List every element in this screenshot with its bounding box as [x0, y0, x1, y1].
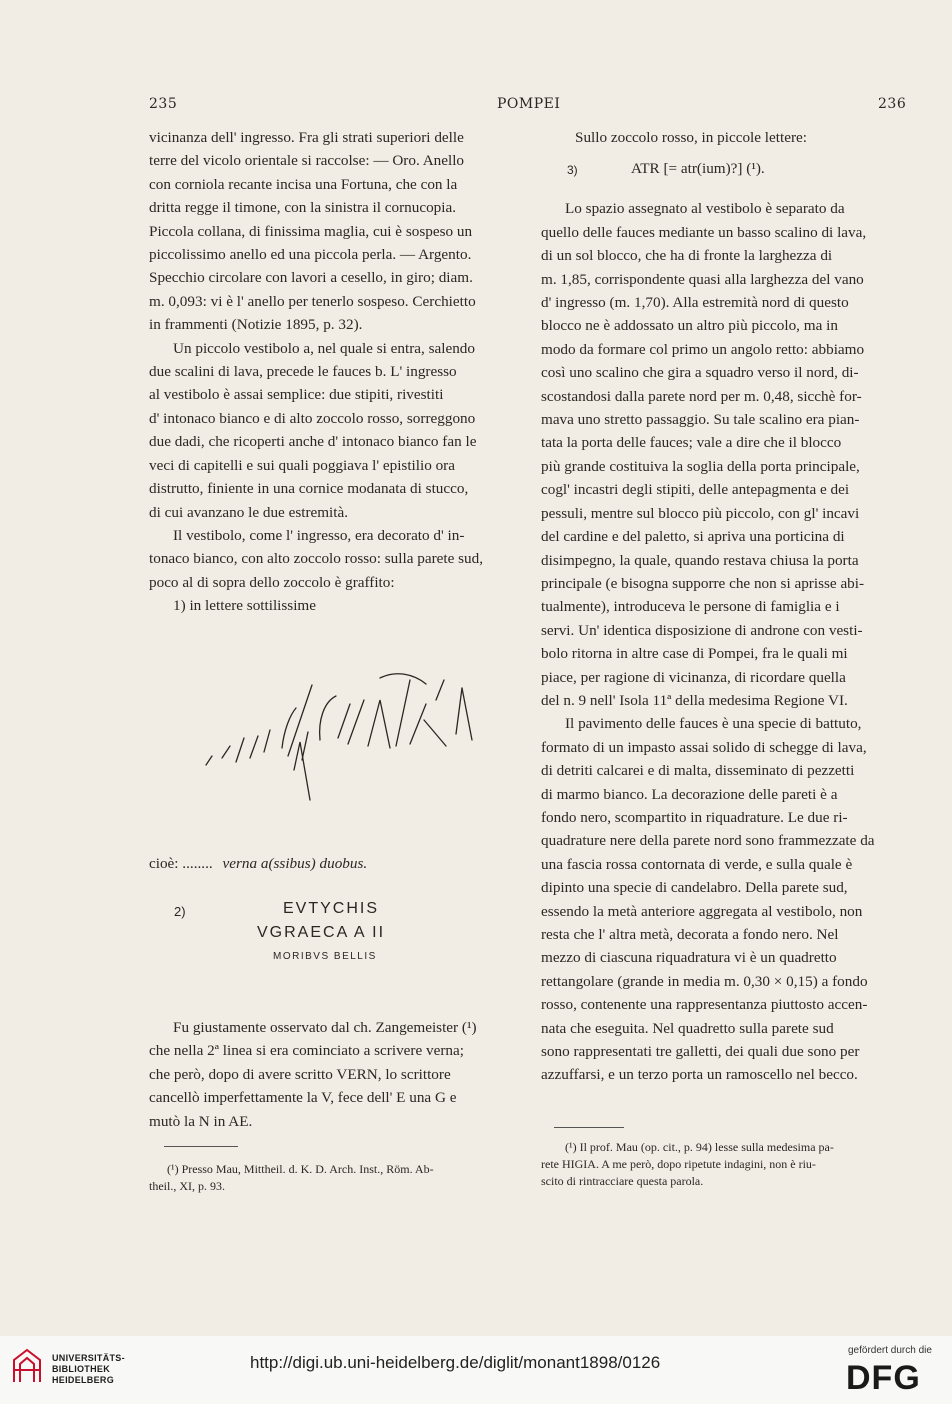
inscription-3-number: 3)	[567, 163, 578, 178]
text-line: theil., XI, p. 93.	[149, 1179, 225, 1193]
text-line: due dadi, che ricoperti anche d' intonaco bianco fan le	[149, 433, 477, 451]
graffito-drawing	[200, 660, 500, 830]
text-line: tualmente), introduceva le persone di famiglia e i	[541, 598, 840, 616]
left-paragraph-4-wrap	[149, 1016, 509, 1133]
text-line: piccolissimo anello ed una piccola perla. — Argento.	[149, 246, 472, 264]
text-line: sono rappresentati tre galletti, dei quali due sono per	[541, 1043, 860, 1061]
text-line: Specchio circolare con lavori a cesello, in giro; diam.	[149, 269, 473, 287]
text-line: nata che eseguita. Nel quadretto sulla parete sud	[541, 1019, 834, 1037]
cioe-reading: verna a(ssibus) duobus.	[222, 855, 368, 872]
text-line: d' intonaco bianco e di alto zoccolo rosso, sorreggono	[149, 409, 476, 427]
text-line: del cardine e del paletto, si apriva una porticina di	[541, 528, 845, 546]
text-line: Lo spazio assegnato al vestibolo è separato da	[565, 200, 845, 218]
text-line: formato di un impasto assai solido di schegge di lava,	[541, 738, 867, 756]
text-line: vicinanza dell' ingresso. Fra gli strati superiori delle	[149, 129, 464, 146]
right-footnote	[541, 1139, 905, 1190]
text-line: rete HIGIA. A me però, dopo ripetute indagini, non è riu-	[541, 1157, 816, 1171]
text-line: modo da formare col primo un angolo retto: abbiamo	[541, 340, 865, 358]
text-line: al vestibolo è assai semplice: due stipiti, rivestiti	[149, 386, 444, 404]
text-line: (¹) Presso Mau, Mittheil. d. K. D. Arch. Inst., Röm. Ab-	[167, 1162, 434, 1176]
text-line: scito di rintracciare questa parola.	[541, 1174, 704, 1188]
left-paragraph-2	[149, 337, 509, 524]
right-intro: Sullo zoccolo rosso, in piccole lettere:	[575, 129, 807, 146]
inscription-2-line-2: VGRAECA A II	[257, 924, 386, 941]
text-line: più grande costituiva la soglia della porta principale,	[541, 457, 860, 475]
right-paragraph-2	[541, 712, 905, 1087]
text-line: che nella 2ª linea si era cominciato a scrivere verna;	[149, 1042, 464, 1060]
text-line: pessuli, mentre sul blocco più piccolo, con gl' incavi	[541, 504, 860, 522]
text-line: terre del vicolo orientale si raccolse: — Oro. Anello	[149, 152, 465, 170]
right-footnote-rule	[554, 1127, 624, 1128]
left-page-number: 235	[149, 96, 178, 112]
inscription-3	[541, 149, 905, 189]
text-line: dipinto una specie di candelabro. Della parete sud,	[541, 879, 848, 897]
inscription-2-line-1: EVTYCHIS	[283, 900, 380, 917]
text-line: dritta regge il timone, con la sinistra il cornucopia.	[149, 199, 457, 217]
text-line: quello delle fauces mediante un basso scalino di lava,	[541, 223, 867, 241]
text-line: due scalini di lava, precede le fauces b. L' ingresso	[149, 363, 457, 381]
funded-by-label: gefördert durch die	[848, 1345, 932, 1356]
left-footnote	[149, 1161, 509, 1195]
text-line: Un piccolo vestibolo a, nel quale si entra, salendo	[173, 339, 475, 357]
text-line: cancellò imperfettamente la V, fece dell' E una G e	[149, 1089, 457, 1107]
text-line: di un sol blocco, che ha di fronte la larghezza di	[541, 247, 833, 265]
text-line: azzuffarsi, e un terzo porta un ramoscello nel becco.	[541, 1066, 858, 1084]
right-page-number: 236	[878, 96, 907, 112]
text-line: poco al di sopra dello zoccolo è graffito:	[149, 573, 395, 591]
left-footnote-rule	[164, 1146, 238, 1147]
left-column	[149, 126, 509, 618]
text-line: resta che l' altra metà, decorata a fondo nero. Nel	[541, 926, 839, 943]
text-line: bolo ritorna in altre case di Pompei, fra le quali mi	[541, 645, 848, 663]
inscription-2-number: 2)	[174, 904, 186, 919]
inscription-2-line-3: MORIBVS BELLIS	[273, 951, 377, 962]
text-line: di marmo bianco. La decorazione delle pareti è a	[541, 785, 838, 803]
text-line: mezzo di ciascuna riquadratura vi è un quadretto	[541, 949, 837, 967]
reading-line	[149, 852, 509, 875]
text-line: distrutto, finiente in una cornice modanata di stucco,	[149, 480, 469, 498]
left-paragraph-1	[149, 126, 509, 337]
university-name: UNIVERSITÄTS- BIBLIOTHEK HEIDELBERG	[52, 1353, 125, 1385]
text-line: tata la porta delle fauces; vale a dire che il blocco	[541, 434, 842, 452]
text-line: scostandosi dalla parete nord per m. 0,48, sicchè for-	[541, 387, 862, 405]
text-line: di detriti calcarei e di malta, disseminato di pezzetti	[541, 762, 855, 780]
text-line: m. 1,85, corrispondente quasi alla larghezza del vano	[541, 270, 864, 288]
right-column	[541, 126, 905, 1087]
text-line: principale (e bisogna supporre che non si aprisse abi-	[541, 574, 865, 592]
text-line: mutò la N in AE.	[149, 1112, 253, 1130]
text-line: (¹) Il prof. Mau (op. cit., p. 94) lesse sulla medesima pa-	[565, 1140, 834, 1154]
text-line: essendo la metà anteriore aggregata al vestibolo, non	[541, 902, 863, 920]
text-line: fondo nero, scompartito in riquadrature. Le due ri-	[541, 808, 848, 826]
text-line: una fascia rossa contornata di verde, e sulla quale è	[541, 855, 853, 873]
text-line: Il vestibolo, come l' ingresso, era decorato d' in-	[173, 526, 465, 544]
inscription-3-text: ATR [= atr(ium)?] (¹).	[631, 160, 765, 178]
text-line: del n. 9 nell' Isola 11ª della medesima Regione VI.	[541, 691, 848, 709]
text-line: Fu giustamente osservato dal ch. Zangemeister (¹)	[173, 1019, 477, 1036]
text-line: di cui avanzano le due estremità.	[149, 503, 349, 521]
text-line: veci di capitelli e sui quali poggiava l' epistilio ora	[149, 456, 455, 474]
text-line: Piccola collana, di finissima maglia, cui è sospeso un	[149, 222, 473, 240]
text-line: tonaco bianco, con alto zoccolo rosso: sulla parete sud,	[149, 550, 484, 568]
left-paragraph-4	[149, 1016, 509, 1133]
text-line: rosso, contenente una rappresentanza piuttosto accen-	[541, 996, 868, 1014]
text-line: quadrature nere della parete nord sono frammezzate da	[541, 832, 875, 850]
inscription-1-caption: 1) in lettere sottilissime	[173, 597, 316, 615]
left-paragraph-3	[149, 524, 509, 594]
dfg-logo: DFG	[846, 1359, 921, 1397]
text-line: servi. Un' identica disposizione di androne con vesti-	[541, 621, 863, 639]
text-line: m. 0,093: vi è l' anello per tenerlo sospeso. Cerchietto	[149, 292, 476, 310]
text-line: mava uno stretto passaggio. Su tale scalino era pian-	[541, 411, 860, 429]
text-line: cogl' incastri degli stipiti, delle antepagmenta e dei	[541, 481, 850, 499]
text-line: rettangolare (grande in media m. 0,30 × 0,15) a fondo	[541, 972, 868, 990]
text-line: in frammenti (Notizie 1895, p. 32).	[149, 316, 363, 334]
text-line: così uno scalino che gira a squadro verso il nord, di-	[541, 364, 859, 382]
text-line: d' ingresso (m. 1,70). Alla estremità nord di questo	[541, 294, 849, 312]
heidelberg-logo-icon	[10, 1346, 44, 1386]
text-line: disimpegno, la quale, quando restava chiusa la porta	[541, 551, 859, 569]
text-line: con corniola recante incisa una Fortuna, che con la	[149, 175, 458, 193]
text-line: che però, dopo di avere scritto VERN, lo scrittore	[149, 1065, 451, 1083]
running-title: POMPEI	[497, 96, 561, 112]
text-line: piace, per ragione di vicinanza, di ricordare quella	[541, 668, 846, 686]
permalink[interactable]: http://digi.ub.uni-heidelberg.de/diglit/monant1898/0126	[250, 1353, 661, 1372]
right-paragraph-1	[541, 197, 905, 712]
cioe-label: cioè: ........	[149, 855, 213, 872]
text-line: Il pavimento delle fauces è una specie di battuto,	[565, 715, 862, 733]
text-line: blocco ne è addossato un altro più piccolo, ma in	[541, 317, 838, 335]
